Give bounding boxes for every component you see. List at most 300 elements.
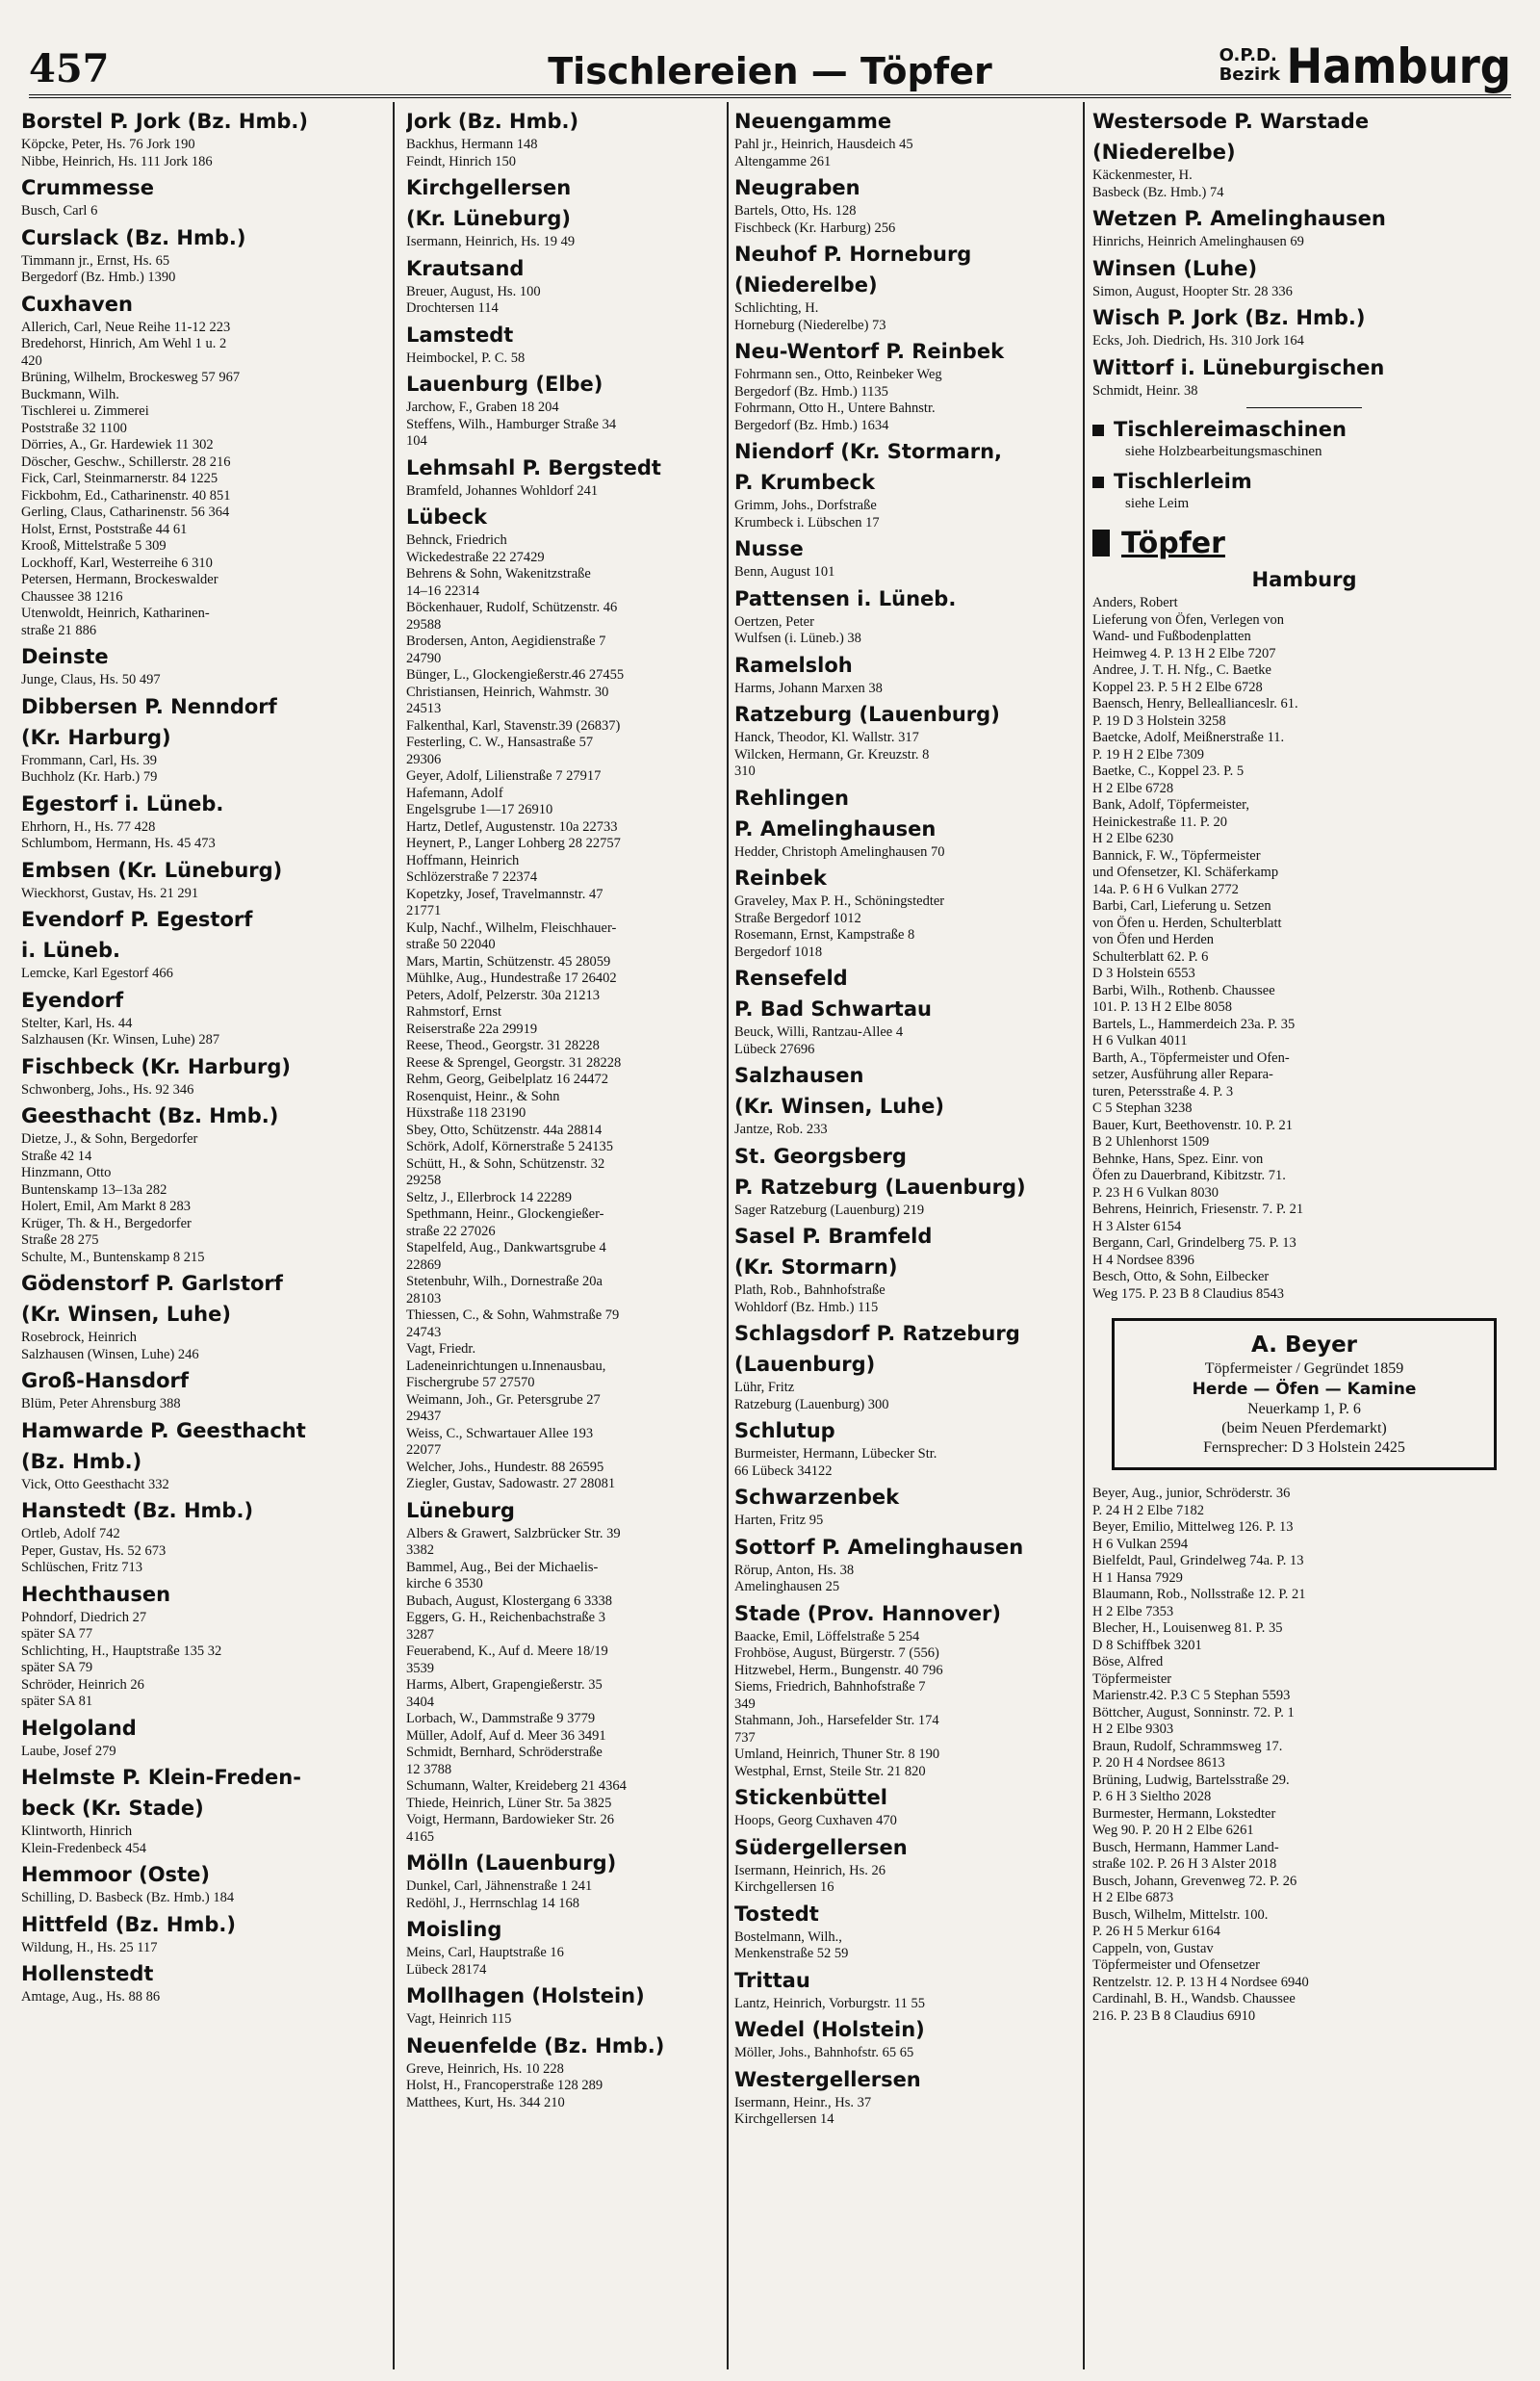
place-heading: P. Amelinghausen [734, 816, 937, 841]
directory-entry: 3287 [406, 1626, 434, 1643]
directory-entry: 24743 [406, 1324, 442, 1340]
directory-entry: Burmeister, Hermann, Lübecker Str. [734, 1446, 937, 1462]
page-number: 457 [29, 46, 110, 91]
directory-entry: 14–16 22314 [406, 582, 480, 599]
column-divider [727, 102, 729, 2369]
directory-entry: Marienstr.42. P.3 C 5 Stephan 5593 [1092, 1688, 1291, 1703]
square-bullet-icon [1092, 530, 1110, 556]
place-heading: Lüneburg [406, 1498, 515, 1522]
directory-entry: Fohrmann, Otto H., Untere Bahnstr. [734, 401, 936, 416]
directory-entry: Albers & Grawert, Salzbrücker Str. 39 [406, 1525, 621, 1541]
directory-entry: Fohrmann sen., Otto, Reinbeker Weg [734, 367, 942, 382]
directory-entry: Straße 42 14 [21, 1148, 92, 1164]
place-heading: Westersode P. Warstade [1092, 110, 1370, 133]
directory-entry: Dietze, J., & Sohn, Bergedorfer [21, 1131, 198, 1147]
directory-entry: D 8 Schiffbek 3201 [1092, 1637, 1202, 1653]
ad-line: Töpfermeister / Gegründet 1859 [1204, 1360, 1404, 1377]
directory-entry: Ziegler, Gustav, Sadowastr. 27 28081 [406, 1476, 616, 1491]
directory-entry: Grimm, Johs., Dorfstraße [734, 498, 877, 513]
directory-entry: kirche 6 3530 [406, 1576, 483, 1592]
directory-entry: Bannick, F. W., Töpfermeister [1092, 847, 1261, 864]
place-heading: Wittorf i. Lüneburgischen [1092, 355, 1385, 379]
directory-entry: C 5 Stephan 3238 [1092, 1100, 1193, 1116]
directory-entry: Menkenstraße 52 59 [734, 1946, 849, 1961]
directory-entry: Schlumbom, Hermann, Hs. 45 473 [21, 836, 216, 851]
directory-entry: Wildung, H., Hs. 25 117 [21, 1939, 158, 1955]
place-heading: Groß-Hansdorf [21, 1369, 189, 1392]
place-heading: Schlagsdorf P. Ratzeburg [734, 1322, 1020, 1345]
place-heading: (Niederelbe) [1092, 141, 1236, 164]
column-3 [734, 104, 1076, 2367]
page-title: Tischlereien — Töpfer [548, 50, 992, 92]
directory-entry: Christiansen, Heinrich, Wahmstr. 30 [406, 684, 609, 700]
place-heading: (Kr. Winsen, Luhe) [21, 1303, 231, 1326]
directory-entry: Umland, Heinrich, Thuner Str. 8 190 [734, 1747, 940, 1762]
directory-entry: Burmester, Hermann, Lokstedter [1092, 1805, 1276, 1822]
directory-entry: 29306 [406, 751, 442, 767]
directory-entry: Bubach, August, Klostergang 6 3338 [406, 1592, 612, 1609]
place-heading: beck (Kr. Stade) [21, 1797, 204, 1820]
directory-entry: Busch, Hermann, Hammer Land- [1092, 1839, 1279, 1855]
directory-entry: Rehm, Georg, Geibelplatz 16 24472 [406, 1072, 608, 1087]
place-heading: Nusse [734, 537, 804, 560]
directory-entry: 737 [734, 1729, 756, 1746]
directory-entry: Weg 90. P. 20 H 2 Elbe 6261 [1092, 1823, 1254, 1838]
directory-entry: 66 Lübeck 34122 [734, 1462, 833, 1479]
directory-entry: Lockhoff, Karl, Westerreihe 6 310 [21, 555, 213, 571]
directory-entry: Brodersen, Anton, Aegidienstraße 7 [406, 634, 606, 649]
place-heading: Neugraben [734, 176, 860, 199]
directory-entry: Tischlerei u. Zimmerei [21, 403, 149, 419]
place-heading: Hanstedt (Bz. Hmb.) [21, 1499, 254, 1522]
directory-entry: Böttcher, August, Sonninstr. 72. P. 1 [1092, 1704, 1295, 1721]
place-heading: Evendorf P. Egestorf [21, 908, 253, 931]
directory-entry: Blüm, Peter Ahrensburg 388 [21, 1396, 181, 1411]
place-heading: Südergellersen [734, 1835, 908, 1859]
directory-entry: Bergedorf (Bz. Hmb.) 1390 [21, 270, 176, 285]
directory-entry: Bammel, Aug., Bei der Michaelis- [406, 1559, 599, 1575]
directory-entry: Hafemann, Adolf [406, 785, 503, 801]
place-heading: Stade (Prov. Hannover) [734, 1601, 1001, 1625]
column-divider [393, 102, 395, 2369]
directory-entry: straße 50 22040 [406, 937, 496, 952]
directory-entry: Beuck, Willi, Rantzau-Allee 4 [734, 1024, 904, 1040]
directory-entry: von Öfen und Herden [1092, 932, 1215, 947]
directory-entry: Hinrichs, Heinrich Amelinghausen 69 [1092, 234, 1304, 249]
directory-entry: Lantz, Heinrich, Vorburgstr. 11 55 [734, 1995, 926, 2011]
directory-entry: P. 23 H 6 Vulkan 8030 [1092, 1184, 1219, 1201]
directory-entry: Schulte, M., Buntenskamp 8 215 [21, 1249, 205, 1265]
directory-entry: Cappeln, von, Gustav [1092, 1940, 1214, 1956]
directory-entry: Spethmann, Heinr., Glockengießer- [406, 1206, 604, 1222]
place-heading: Embsen (Kr. Lüneburg) [21, 858, 283, 882]
directory-entry: Hüxstraße 118 23190 [406, 1105, 526, 1121]
directory-entry: Öfen zu Dauerbrand, Kibitzstr. 71. [1092, 1168, 1286, 1183]
directory-entry: Behrens, Heinrich, Friesenstr. 7. P. 21 [1092, 1202, 1304, 1217]
directory-entry: H 2 Elbe 6230 [1092, 831, 1174, 846]
directory-entry: 101. P. 13 H 2 Elbe 8058 [1092, 999, 1232, 1015]
directory-entry: Rosenquist, Heinr., & Sohn [406, 1088, 560, 1104]
directory-entry: Bauer, Kurt, Beethovenstr. 10. P. 21 [1092, 1117, 1294, 1133]
opd-line2: Bezirk [1219, 65, 1280, 85]
place-heading: Fischbeck (Kr. Harburg) [21, 1054, 292, 1078]
directory-entry: Koppel 23. P. 5 H 2 Elbe 6728 [1092, 679, 1263, 695]
directory-entry: Amtage, Aug., Hs. 88 86 [21, 1989, 161, 2005]
directory-entry: B 2 Uhlenhorst 1509 [1092, 1134, 1210, 1150]
directory-entry: 310 [734, 763, 756, 779]
directory-entry: Wickedestraße 22 27429 [406, 549, 545, 565]
place-heading: Jork (Bz. Hmb.) [406, 110, 579, 133]
directory-entry: Hitzwebel, Herm., Bungenstr. 40 796 [734, 1662, 943, 1678]
place-heading: Rehlingen [734, 786, 849, 810]
place-heading: Egestorf i. Lüneb. [21, 791, 224, 815]
directory-entry: Hedder, Christoph Amelinghausen 70 [734, 843, 945, 860]
column-divider [1083, 102, 1085, 2369]
directory-entry: Horneburg (Niederelbe) 73 [734, 317, 886, 333]
directory-entry: Lübeck 28174 [406, 1961, 487, 1978]
place-heading: Hemmoor (Oste) [21, 1863, 210, 1886]
toepfer-list-a [1092, 595, 1516, 1303]
directory-entry: 29437 [406, 1409, 442, 1424]
place-heading: Tostedt [734, 1902, 819, 1926]
directory-entry: Baetke, C., Koppel 23. P. 5 [1092, 763, 1245, 779]
directory-entry: Böckenhauer, Rudolf, Schützenstr. 46 [406, 600, 618, 615]
directory-entry: Schwonberg, Johs., Hs. 92 346 [21, 1081, 194, 1098]
directory-entry: Thiede, Heinrich, Lüner Str. 5a 3825 [406, 1795, 612, 1811]
directory-entry: Barth, A., Töpfermeister und Ofen- [1092, 1049, 1290, 1066]
directory-entry: Isermann, Heinrich, Hs. 26 [734, 1862, 886, 1878]
directory-entry: Timmann jr., Ernst, Hs. 65 [21, 252, 170, 269]
directory-entry: 420 [21, 352, 42, 369]
directory-entry: 22869 [406, 1256, 442, 1273]
directory-entry: Junge, Claus, Hs. 50 497 [21, 672, 161, 687]
directory-entry: straße 21 886 [21, 622, 97, 638]
directory-entry: Redöhl, J., Herrnschlag 14 168 [406, 1895, 580, 1911]
directory-entry: turen, Petersstraße 4. P. 3 [1092, 1083, 1234, 1100]
directory-entry: Barbi, Wilh., Rothenb. Chaussee [1092, 982, 1275, 998]
directory-entry: Ecks, Joh. Diedrich, Hs. 310 Jork 164 [1092, 333, 1304, 349]
place-heading: St. Georgsberg [734, 1144, 907, 1168]
directory-entry: Steffens, Wilh., Hamburger Straße 34 [406, 416, 617, 432]
directory-entry: Behnck, Friedrich [406, 532, 507, 548]
directory-entry: 28103 [406, 1290, 442, 1307]
directory-entry: Busch, Johann, Grevenweg 72. P. 26 [1092, 1873, 1297, 1889]
directory-entry: Oertzen, Peter [734, 613, 814, 630]
place-heading: Reinbek [734, 867, 827, 890]
directory-entry: Busch, Carl 6 [21, 203, 98, 219]
directory-entry: Schörk, Adolf, Körnerstraße 5 24135 [406, 1139, 614, 1154]
directory-entry: Peters, Adolf, Pelzerstr. 30a 21213 [406, 987, 600, 1003]
place-heading: P. Krumbeck [734, 471, 875, 494]
place-heading: Gödenstorf P. Garlstorf [21, 1272, 283, 1295]
place-heading: P. Bad Schwartau [734, 997, 932, 1021]
directory-entry: Wohldorf (Bz. Hmb.) 115 [734, 1299, 879, 1315]
section-title: Tischlereimaschinen [1114, 418, 1347, 441]
directory-entry: Bramfeld, Johannes Wohldorf 241 [406, 482, 599, 499]
directory-entry: H 1 Hansa 7929 [1092, 1569, 1183, 1586]
directory-entry: Cardinahl, B. H., Wandsb. Chaussee [1092, 1991, 1296, 2006]
place-heading: Lamstedt [406, 323, 514, 347]
directory-entry: Feuerabend, K., Auf d. Meere 18/19 [406, 1643, 608, 1659]
directory-entry: Westphal, Ernst, Steile Str. 21 820 [734, 1763, 926, 1779]
directory-entry: Baetcke, Adolf, Meißnerstraße 11. [1092, 730, 1285, 745]
directory-entry: Nibbe, Heinrich, Hs. 111 Jork 186 [21, 153, 213, 169]
directory-entry: Krüger, Th. & H., Bergedorfer [21, 1215, 192, 1231]
section-reference: siehe Holzbearbeitungsmaschinen [1125, 444, 1322, 459]
place-heading: Hamburg [1251, 568, 1357, 591]
directory-entry: Bergedorf 1018 [734, 944, 823, 960]
directory-entry: Heimbockel, P. C. 58 [406, 349, 526, 366]
directory-entry: Buchholz (Kr. Harb.) 79 [21, 769, 158, 785]
directory-entry: Wulfsen (i. Lüneb.) 38 [734, 631, 861, 646]
directory-entry: 29588 [406, 616, 442, 633]
directory-entry: Laube, Josef 279 [21, 1743, 116, 1759]
directory-entry: Böse, Alfred [1092, 1654, 1164, 1669]
directory-entry: Kirchgellersen 14 [734, 2111, 834, 2127]
place-heading: Stickenbüttel [734, 1786, 887, 1809]
directory-entry: Fick, Carl, Steinmarnerstr. 84 1225 [21, 471, 218, 486]
directory-entry: später SA 81 [21, 1694, 93, 1709]
place-heading: Curslack (Bz. Hmb.) [21, 225, 246, 249]
directory-entry: Ehrhorn, H., Hs. 77 428 [21, 818, 156, 835]
directory-entry: Schlüschen, Fritz 713 [21, 1560, 143, 1575]
directory-entry: Harms, Albert, Grapengießerstr. 35 [406, 1677, 603, 1693]
directory-entry: Wilcken, Hermann, Gr. Kreuzstr. 8 [734, 746, 930, 763]
directory-entry: Benn, August 101 [734, 564, 835, 580]
directory-entry: Bostelmann, Wilh., [734, 1928, 842, 1945]
directory-entry: Vagt, Heinrich 115 [406, 2011, 512, 2027]
directory-entry: P. 26 H 5 Merkur 6164 [1092, 1924, 1220, 1939]
directory-entry: Schumann, Walter, Kreideberg 21 4364 [406, 1778, 627, 1794]
directory-entry: Buntenskamp 13–13a 282 [21, 1181, 167, 1198]
place-heading: Neuenfelde (Bz. Hmb.) [406, 2033, 665, 2057]
directory-entry: 12 3788 [406, 1761, 452, 1777]
directory-entry: Holst, H., Francoperstraße 128 289 [406, 2078, 603, 2093]
directory-entry: Bartels, L., Hammerdeich 23a. P. 35 [1092, 1016, 1296, 1032]
directory-entry: Seltz, J., Ellerbrock 14 22289 [406, 1189, 572, 1205]
directory-entry: 216. P. 23 B 8 Claudius 6910 [1092, 2007, 1256, 2024]
directory-entry: Harten, Fritz 95 [734, 1513, 824, 1528]
directory-entry: Hartz, Detlef, Augustenstr. 10a 22733 [406, 818, 618, 835]
directory-entry: Lemcke, Karl Egestorf 466 [21, 966, 173, 981]
directory-entry: Holst, Ernst, Poststraße 44 61 [21, 521, 188, 537]
directory-entry: Wand- und Fußbodenplatten [1092, 629, 1251, 644]
ad-line: Herde — Öfen — Kamine [1192, 1380, 1417, 1399]
directory-entry: Chaussee 38 1216 [21, 588, 123, 605]
directory-entry: Krooß, Mittelstraße 5 309 [21, 538, 167, 554]
directory-entry: Schulterblatt 62. P. 6 [1092, 948, 1209, 965]
directory-entry: H 2 Elbe 6728 [1092, 780, 1174, 796]
place-heading: Lehmsahl P. Bergstedt [406, 455, 661, 479]
directory-entry: Stapelfeld, Aug., Dankwartsgrube 4 [406, 1240, 606, 1255]
place-heading: Sottorf P. Amelinghausen [734, 1535, 1024, 1559]
directory-entry: Lühr, Fritz [734, 1380, 795, 1395]
column-4 [1092, 104, 1516, 2367]
opd-line1: O.P.D. [1219, 45, 1277, 65]
directory-entry: P. 24 H 2 Elbe 7182 [1092, 1502, 1204, 1518]
directory-entry: Heinickestraße 11. P. 20 [1092, 814, 1228, 830]
directory-entry: Bartels, Otto, Hs. 128 [734, 203, 857, 219]
directory-entry: H 2 Elbe 9303 [1092, 1721, 1174, 1737]
directory-entry: Engelsgrube 1—17 26910 [406, 802, 553, 817]
directory-entry: Isermann, Heinr., Hs. 37 [734, 2094, 872, 2110]
directory-entry: Breuer, August, Hs. 100 [406, 283, 541, 299]
place-heading: Borstel P. Jork (Bz. Hmb.) [21, 110, 308, 133]
directory-entry: Allerich, Carl, Neue Reihe 11-12 223 [21, 319, 231, 335]
directory-entry: 4165 [406, 1828, 434, 1845]
directory-entry: Möller, Johs., Bahnhofstr. 65 65 [734, 2045, 914, 2060]
directory-entry: Buckmann, Wilh. [21, 386, 119, 402]
directory-entry: Weiss, C., Schwartauer Allee 193 [406, 1425, 594, 1441]
place-heading: Ratzeburg (Lauenburg) [734, 703, 1000, 726]
directory-entry: Rosebrock, Heinrich [21, 1330, 137, 1345]
place-heading: Rensefeld [734, 967, 848, 990]
place-heading: Hittfeld (Bz. Hmb.) [21, 1912, 236, 1936]
page-header [29, 29, 1511, 96]
directory-entry: Heynert, P., Langer Lohberg 28 22757 [406, 836, 621, 851]
directory-entry: 21771 [406, 903, 442, 919]
directory-entry: Fischergrube 57 27570 [406, 1375, 535, 1390]
directory-entry: Reiserstraße 22a 29919 [406, 1021, 538, 1037]
directory-entry: Bielfeldt, Paul, Grindelweg 74a. P. 13 [1092, 1553, 1304, 1568]
directory-entry: Backhus, Hermann 148 [406, 137, 538, 152]
directory-entry: Ortleb, Adolf 742 [21, 1526, 120, 1541]
directory-entry: Barbi, Carl, Lieferung u. Setzen [1092, 898, 1271, 914]
directory-entry: Beyer, Emilio, Mittelweg 126. P. 13 [1092, 1519, 1294, 1535]
district-city: Hamburg [1286, 39, 1511, 94]
directory-entry: Käckenmester, H. [1092, 168, 1193, 183]
place-heading: Kirchgellersen [406, 176, 572, 199]
place-heading: Winsen (Luhe) [1092, 256, 1258, 280]
directory-entry: Welcher, Johs., Hundestr. 88 26595 [406, 1459, 604, 1475]
directory-entry: Hoops, Georg Cuxhaven 470 [734, 1813, 897, 1828]
directory-entry: 24790 [406, 650, 442, 666]
directory-entry: später SA 79 [21, 1660, 93, 1675]
directory-entry: Weg 175. P. 23 B 8 Claudius 8543 [1092, 1285, 1285, 1302]
directory-entry: Graveley, Max P. H., Schöningstedter [734, 893, 945, 909]
place-heading: Westergellersen [734, 2067, 921, 2091]
directory-entry: H 6 Vulkan 4011 [1092, 1033, 1188, 1048]
directory-entry: D 3 Holstein 6553 [1092, 966, 1195, 981]
place-heading: Helmste P. Klein-Freden- [21, 1766, 301, 1789]
directory-entry: Holert, Emil, Am Markt 8 283 [21, 1199, 191, 1214]
directory-entry: Besch, Otto, & Sohn, Eilbecker [1092, 1269, 1270, 1284]
directory-entry: Bünger, L., Glockengießerstr.46 27455 [406, 667, 625, 683]
place-heading: Dibbersen P. Nenndorf [21, 694, 277, 718]
directory-entry: Peper, Gustav, Hs. 52 673 [21, 1542, 167, 1559]
section-tischlerleim [1092, 468, 1516, 495]
place-heading: Neuengamme [734, 110, 892, 133]
directory-entry: später SA 77 [21, 1626, 93, 1642]
directory-entry: Kulp, Nachf., Wilhelm, Fleischhauer- [406, 919, 617, 936]
place-heading: Hamwarde P. Geesthacht [21, 1418, 306, 1442]
directory-entry: Schlichting, H. [734, 300, 819, 316]
directory-entry: Gerling, Claus, Catharinenstr. 56 364 [21, 505, 230, 520]
directory-entry: Klein-Fredenbeck 454 [21, 1840, 147, 1856]
section-reference: siehe Leim [1125, 496, 1190, 511]
directory-entry: Greve, Heinrich, Hs. 10 228 [406, 2060, 564, 2077]
directory-entry: P. 19 D 3 Holstein 3258 [1092, 712, 1226, 729]
directory-entry: Vagt, Friedr. [406, 1341, 476, 1357]
directory-entry: Schröder, Heinrich 26 [21, 1676, 144, 1693]
ad-line: (beim Neuen Pferdemarkt) [1221, 1420, 1387, 1436]
place-heading: (Bz. Hmb.) [21, 1449, 142, 1473]
directory-entry: Plath, Rob., Bahnhofstraße [734, 1282, 886, 1298]
directory-entry: Voigt, Hermann, Bardowieker Str. 26 [406, 1812, 614, 1827]
place-heading: i. Lüneb. [21, 939, 121, 962]
directory-entry: Simon, August, Hoopter Str. 28 336 [1092, 283, 1293, 299]
directory-entry: Straße 28 275 [21, 1232, 99, 1248]
directory-entry: Rahmstorf, Ernst [406, 1004, 502, 1020]
directory-entry: Döscher, Geschw., Schillerstr. 28 216 [21, 453, 231, 470]
directory-entry: Blecher, H., Louisenweg 81. P. 35 [1092, 1620, 1283, 1636]
directory-entry: von Öfen u. Herden, Schulterblatt [1092, 915, 1282, 931]
divider [1246, 407, 1362, 408]
directory-entry: Bredehorst, Hinrich, Am Wehl 1 u. 2 [21, 336, 227, 351]
place-heading: Niendorf (Kr. Stormarn, [734, 440, 1003, 463]
directory-entry: Jantze, Rob. 233 [734, 1122, 828, 1137]
directory-entry: Utenwoldt, Heinrich, Katharinen- [21, 606, 210, 621]
directory-entry: Geyer, Adolf, Lilienstraße 7 27917 [406, 768, 602, 784]
directory-entry: Stahmann, Joh., Harsefelder Str. 174 [734, 1713, 939, 1728]
place-heading: Wisch P. Jork (Bz. Hmb.) [1092, 306, 1366, 329]
place-heading: Neuhof P. Horneburg [734, 243, 972, 266]
opd-label [1219, 46, 1280, 85]
directory-entry: setzer, Ausführung aller Repara- [1092, 1067, 1273, 1082]
directory-entry: Thiessen, C., & Sohn, Wahmstraße 79 [406, 1307, 620, 1323]
square-bullet-icon [1092, 477, 1104, 488]
place-heading: Wetzen P. Amelinghausen [1092, 207, 1386, 230]
directory-entry: Frommann, Carl, Hs. 39 [21, 752, 157, 768]
place-heading: Schwarzenbek [734, 1486, 900, 1509]
header-rule [29, 94, 1511, 98]
directory-entry: Wieckhorst, Gustav, Hs. 21 291 [21, 885, 199, 901]
directory-entry: Beyer, Aug., junior, Schröderstr. 36 [1092, 1486, 1291, 1501]
directory-entry: Bergedorf (Bz. Hmb.) 1634 [734, 417, 889, 433]
directory-entry: Matthees, Kurt, Hs. 344 210 [406, 2094, 565, 2110]
directory-entry: Anders, Robert [1092, 595, 1178, 610]
ad-line: Neuerkamp 1, P. 6 [1247, 1401, 1361, 1417]
directory-entry: 104 [406, 433, 427, 449]
directory-entry: Sager Ratzeburg (Lauenburg) 219 [734, 1202, 925, 1218]
place-heading: Ramelsloh [734, 653, 853, 677]
directory-entry: Vick, Otto Geesthacht 332 [21, 1476, 169, 1492]
directory-entry: Baacke, Emil, Löffelstraße 5 254 [734, 1628, 920, 1644]
place-heading: (Kr. Harburg) [21, 725, 171, 749]
directory-entry: Köpcke, Peter, Hs. 76 Jork 190 [21, 137, 195, 152]
ad-name: A. Beyer [1250, 1333, 1358, 1358]
directory-entry: straße 22 27026 [406, 1223, 496, 1239]
directory-entry: Fischbeck (Kr. Harburg) 256 [734, 220, 896, 236]
directory-entry: Falkenthal, Karl, Stavenstr.39 (26837) [406, 717, 621, 734]
place-heading: Mollhagen (Holstein) [406, 1984, 645, 2007]
place-heading: (Lauenburg) [734, 1353, 876, 1376]
place-heading: Deinste [21, 645, 109, 668]
directory-entry: Feindt, Hinrich 150 [406, 153, 516, 169]
directory-entry: Heimweg 4. P. 13 H 2 Elbe 7207 [1092, 645, 1276, 661]
directory-entry: 14a. P. 6 H 6 Vulkan 2772 [1092, 881, 1239, 897]
directory-entry: Pohndorf, Diedrich 27 [21, 1609, 147, 1625]
directory-entry: P. 20 H 4 Nordsee 8613 [1092, 1755, 1225, 1771]
directory-entry: Klintworth, Hinrich [21, 1824, 133, 1839]
square-bullet-icon [1092, 425, 1104, 436]
place-heading: Moisling [406, 1918, 502, 1941]
directory-entry: Lübeck 27696 [734, 1041, 815, 1057]
place-heading: (Kr. Lüneburg) [406, 207, 572, 230]
directory-entry: Bergann, Carl, Grindelberg 75. P. 13 [1092, 1235, 1296, 1251]
directory-entry: 3382 [406, 1542, 434, 1558]
place-heading: (Niederelbe) [734, 273, 878, 297]
